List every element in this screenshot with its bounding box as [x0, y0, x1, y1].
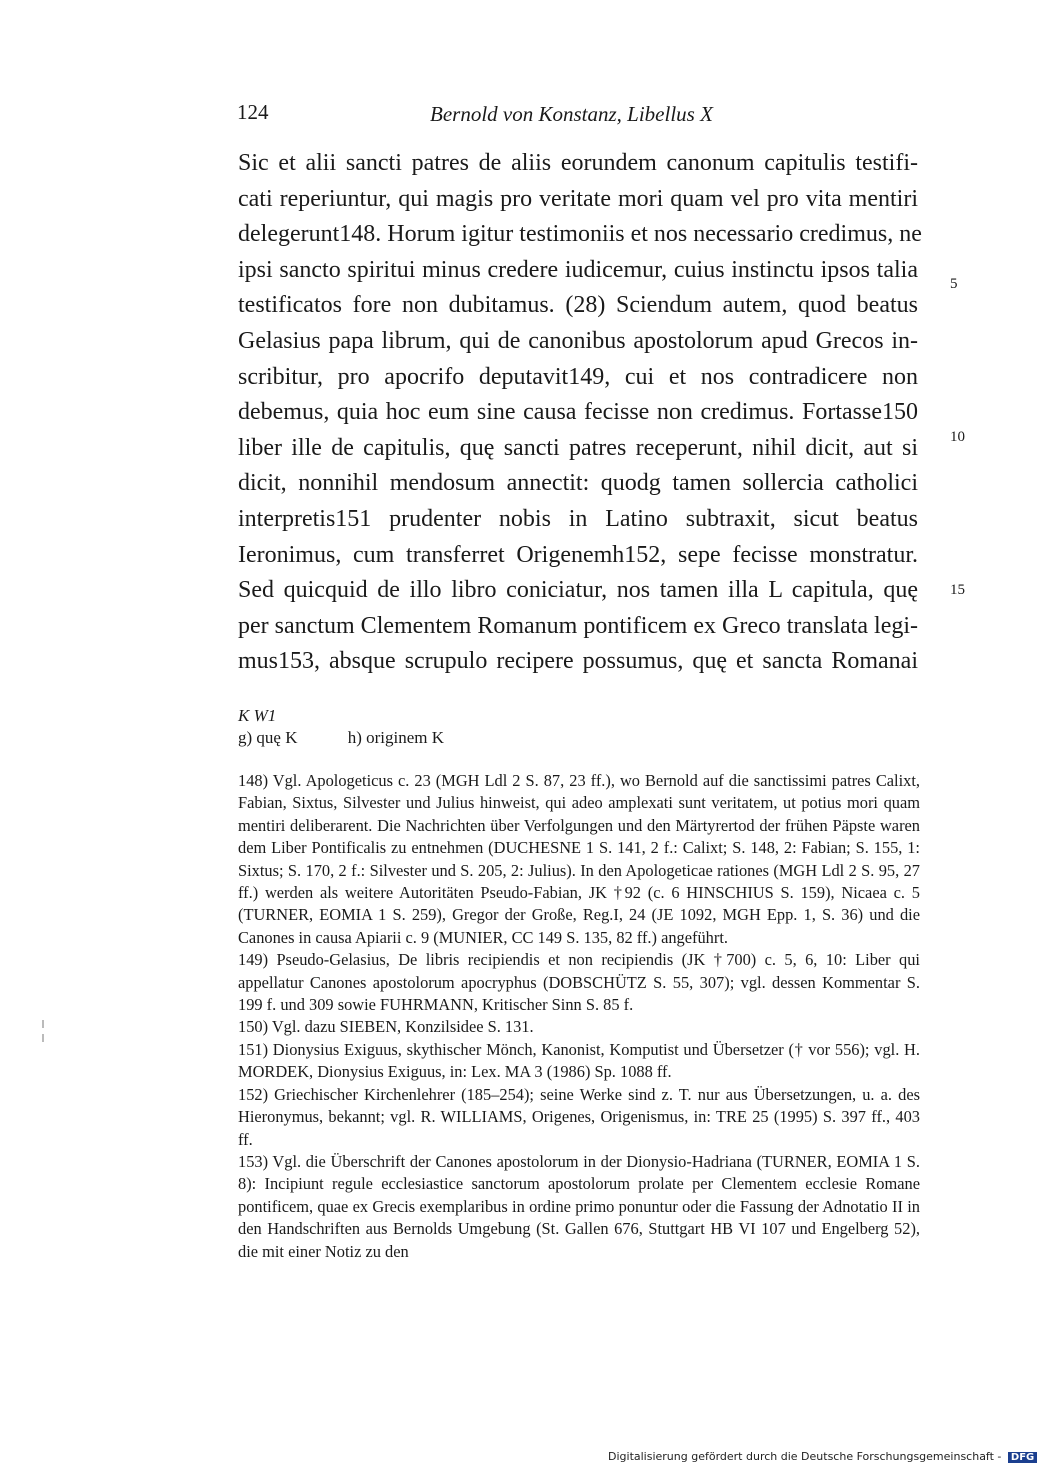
line-number-10: 10	[950, 429, 965, 445]
text-line-15: mus153, absque scrupulo recipere possumus, quę et sancta Romanai	[238, 648, 918, 675]
apparatus-entry-g: g) quę K	[238, 728, 298, 747]
text-line-4: ipsi sancto spiritui minus credere iudicemur, cuius instinctu ipsos talia	[238, 256, 918, 283]
text-line-11: interpretis151 prudenter nobis in Latino subtraxit, sicut beatus	[238, 505, 918, 532]
footnote-152: 152) Griechischer Kirchenlehrer (185–254); seine Werke sind z. T. nur aus Übersetzungen, u. a. des Hieronymus, bekannt; vgl. R. WILLIAMS, Origenes, Origenismus, in: TRE 25 (1995) S. 397 ff., 403 ff.	[238, 1084, 920, 1149]
footnote-153: 153) Vgl. die Überschrift der Canones apostolorum in der Dionysio-Hadriana (TURNER, EOMIA 1 S. 8): Incipiunt regule ecclesiastice sanctorum apostolorum prolate per Clementem ecclesie Romane pontificem, quae ex Grecis exemplaribus in ordine primo ponuntur oder die Fassung der Adnotatio II in den Handschriften aus Bernolds Umgebung (St. Gallen 676, Stuttgart HB VI 107 und Engelberg 52), die mit einer Notiz zu den	[238, 1151, 920, 1261]
apparatus-sigla: K W1	[238, 706, 277, 725]
footnote-148: 148) Vgl. Apologeticus c. 23 (MGH Ldl 2 S. 87, 23 ff.), wo Bernold auf die sanctissimi patres Calixt, Fabian, Sixtus, Silvester und Julius hinweist, qui adeo amplexati sunt veritatem, ut potius mori quam mentiri deliberarent. Die Nachrichten über Verfolgungen und den Märtyrertod der frühen Päpste waren dem Liber Pontificalis zu entnehmen (DUCHESNE 1 S. 141, 2 f.: Calixt; S. 148, 2: Fabian; S. 155, 1: Sixtus; S. 170, 2 f.: Silvester und S. 205, 2: Julius). In den Apologeticae rationes (MGH Ldl 2 S. 95, 27 ff.) werden als weitere Autoritäten Pseudo-Fabian, JK †92 (c. 6 HINSCHIUS S. 159), Nicaea c. 5 (TURNER, EOMIA 1 S. 259), Gregor der Große, Reg.I, 24 (JE 1092, MGH Epp. 1, S. 36) und die Canones in causa Apiarii c. 9 (MUNIER, CC 149 S. 135, 82 ff.) angeführt.	[238, 771, 920, 947]
apparatus-entry-h: h) originem K	[347, 728, 445, 747]
footnotes	[238, 770, 920, 1263]
main-text	[238, 146, 922, 680]
apparatus-entries	[238, 727, 490, 749]
text-line-3: delegerunt148. Horum igitur testimoniis et nos necessario credimus, ne	[238, 221, 922, 248]
text-line-13: Sed quicquid de illo libro coniciatur, nos tamen illa L capitula, quę	[238, 577, 918, 604]
footnote-150: 150) Vgl. dazu SIEBEN, Konzilsidee S. 131.	[238, 1017, 534, 1037]
scan-margin-mark	[42, 1020, 44, 1028]
text-line-5: testificatos fore non dubitamus. (28) Sciendum autem, quod beatus	[238, 292, 918, 319]
critical-apparatus	[238, 705, 490, 749]
text-line-8: debemus, quia hoc eum sine causa fecisse non credimus. Fortasse150	[238, 399, 918, 426]
text-line-2: cati reperiuntur, qui magis pro veritate mori quam vel pro vita mentiri	[238, 185, 918, 212]
running-head: Bernold von Konstanz, Libellus X	[430, 102, 713, 126]
line-number-5: 5	[950, 276, 958, 292]
text-line-14: per sanctum Clementem Romanum pontificem ex Greco translata legi-	[238, 612, 918, 639]
text-line-7: scribitur, pro apocrifo deputavit149, cui et nos contradicere non	[238, 363, 918, 390]
text-line-1: Sic et alii sancti patres de aliis eorundem canonum capitulis testifi-	[238, 150, 918, 176]
page-number: 124	[237, 100, 269, 124]
dfg-logo: DFG	[1008, 1452, 1037, 1463]
scan-margin-mark-2	[42, 1034, 44, 1042]
footer-text: Digitalisierung gefördert durch die Deutsche Forschungsgemeinschaft -	[608, 1450, 1002, 1463]
text-line-10: dicit, nonnihil mendosum annectit: quodg tamen sollercia catholici	[238, 470, 918, 497]
footnote-149: 149) Pseudo-Gelasius, De libris recipiendis et non recipiendis (JK †700) c. 5, 6, 10: Liber qui appellatur Canones apostolorum apocryphus (DOBSCHÜTZ S. 55, 307); vgl. dessen Kommentar S. 199 f. und 309 sowie FUHRMANN, Kritischer Sinn S. 85 f.	[238, 950, 920, 1015]
footnote-151: 151) Dionysius Exiguus, skythischer Mönch, Kanonist, Komputist und Übersetzer († vor 556); vgl. H. MORDEK, Dionysius Exiguus, in: Lex. MA 3 (1986) Sp. 1088 ff.	[238, 1039, 920, 1082]
text-line-12: Ieronimus, cum transferret Origenemh152, sepe fecisse monstratur.	[238, 541, 918, 568]
text-line-9: liber ille de capitulis, quę sancti patres receperunt, nihil dicit, aut si	[238, 434, 918, 461]
line-number-15: 15	[950, 582, 965, 598]
digitization-footer	[608, 1450, 1037, 1463]
text-line-6: Gelasius papa librum, qui de canonibus apostolorum apud Grecos in-	[238, 327, 918, 354]
